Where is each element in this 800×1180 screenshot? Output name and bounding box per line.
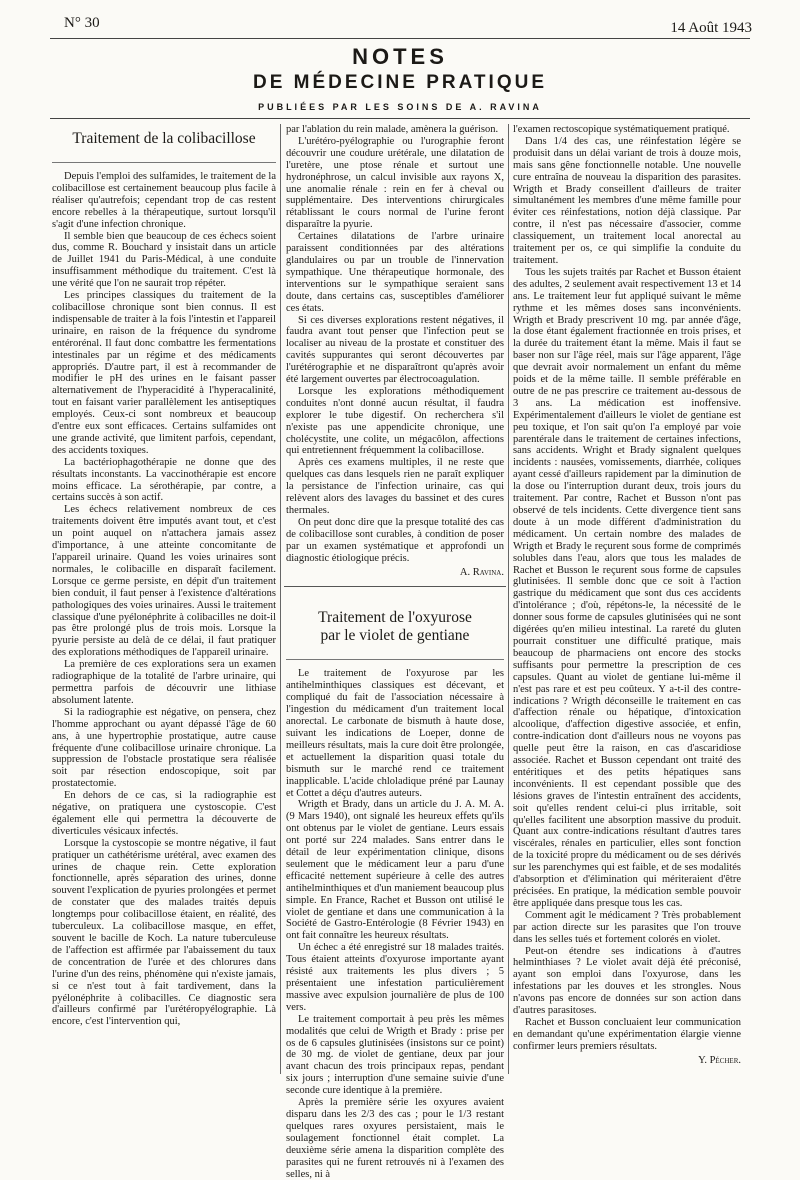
article-separator [284,586,506,587]
paragraph: L'urétéro-pyélographie ou l'urographie feront découvrir une coudure urétérale, une dilatation de l'uretère, une ptose rénale et surtout une hydronéphrose, un calcul invisible aux rayons X, une anomalie rénale : rein en fer à cheval ou supplémentaire. Des interventions chirurgicales rétablissant le cours normal de l'urine feront disparaître la pyurie. [286,135,504,231]
paragraph: Wrigth et Brady, dans un article du J. A. M. A. (9 Mars 1940), ont signalé les heureux effets qu'ils ont obtenus par le violet de gentiane. Leurs essais ont porté sur 224 malades. Sans entrer dans le détail de leur expérimentation clinique, disons seulement que le médicament leur a paru d'une efficacité nettement supérieure à celle des autres antihelminthiques et d'un maniement beaucoup plus simple. En France, Rachet et Busson ont utilisé le violet de gentiane et dans une communication à la Société de Gastro-Entérologie (8 Février 1943) en ont fait connaître les heureux résultats. [286,799,504,942]
header-rule [50,38,750,39]
paragraph: Si ces diverses explorations restent négatives, il faudra avant tout penser que l'infection peut se localiser au niveau de la prostate et constituer des cavités suppurantes qui seront découvertes par l'urétérographie et ne disparaîtront qu'après avoir été largement ouvertes par électrocoagulation. [286,314,504,386]
paragraph: Le traitement comportait à peu près les mêmes modalités que celui de Wrigth et Brady : prise per os de 6 capsules glutinisées (insistons sur ce point) de 30 mg. de violet de gentiane, deux par jour avant chacun des trois principaux repas, pendant six jours ; interruption d'une semaine suivie d'une seconde cure identique à la première. [286,1013,504,1097]
article2-title-line1: Traitement de l'oxyurose [318,609,472,627]
paragraph: Après la première série les oxyures avaient disparu dans les 2/3 des cas ; pour le 1/3 restant quelques rares oxyures persistaient, mais le soulagement fonctionnel était complet. La deuxième série amena la disparition complète des parasites qui ne furent retrouvés ni à l'examen des selles, ni à [286,1097,504,1180]
article2-title [286,609,504,645]
issue-date: 14 Août 1943 [670,20,752,36]
paragraph: Si la radiographie est négative, on pensera, chez l'homme approchant ou ayant dépassé l'âge de 60 ans, à une hypertrophie prostatique, autre cause fréquente d'une colibacillose urinaire chronique. La suppression de l'obstacle prostatique sera réalisée soit par résection endoscopique, soit par prostatectomie. [52,706,276,790]
masthead-rule [50,118,750,119]
title-rule [52,162,276,163]
paragraph: Depuis l'emploi des sulfamides, le traitement de la colibacillose est certainement beaucoup plus facile à réaliser qu'autrefois; cependant trop de cas restent encore rebelles à la thérapeutique, surtout lorsqu'il s'agit d'une infection chronique. [52,171,276,230]
paragraph: En dehors de ce cas, si la radiographie est négative, on pratiquera une cystoscopie. C'est également elle qui permettra la découverte de diverticules vésicaux infectés. [52,790,276,837]
journal-title-line1: NOTES [352,44,448,69]
title-rule [286,659,504,660]
paragraph: Tous les sujets traités par Rachet et Busson étaient des adultes, 2 seulement avait respectivement 13 et 14 ans. Le traitement leur fut appliqué suivant le même rythme et les mêmes doses sans inconvénients. Wrigth et Brady prescrivent 10 mg. par année d'âge, la dose étant également fractionnée en trois prises, et la durée du traitement étant la même. Mais il faut se baser non sur l'âge réel, mais sur l'âge apparent, l'âge que devrait avoir normalement un enfant du même poids et de la même taille. Il semble préférable en outre de ne pas prescrire ce traitement au-dessous de 3 ans. La médication est inoffensive. Expérimentalement d'ailleurs le violet de gentiane est peu toxique, et l'on sait qu'on l'a employé par voie parentérale dans le traitement de certaines infections, sans accidents. Wright et Brady signalent quelques incidents : nausées, vomissements, diarrhée, coliques ayant cessé d'ailleurs rapidement par la diminution de la dose ou l'interruption durant deux, trois jours du traitement. Par contre, Rachet et Busson n'ont pas observé de tels incidents. Cette divergence tient sans doute à un mode différent d'administration du médicament. Un certain nombre des malades de Wrigth et Brady le reçurent sous forme de comprimés solubles dans l'eau, alors que tous les malades de Rachet et Busson le reçurent sous forme de capsules glutinisées. Il semble donc que ce soit à l'action gastrique du médicament que sont dus ces accidents d'intolérance ; d'où, répétons-le, la nécessité de le donner sous forme de capsules glutinisées qui ne sont digérées qu'en milieu intestinal. La rareté du gluten pourrait constituer une difficulté pratique, mais beaucoup de pharmaciens ont encore des stocks suffisants pour permettre la prescription de ces capsules. Quant au violet de gentiane lui-même il n'est pas rare et est peu coûteux. Y a-t-il des contre-indications ? Wrigth déconseille le traitement en cas d'affection rénale ou hépatique, d'intoxication alcoolique, d'affection digestive associée, et enfin, contre-indication dont d'ailleurs nous ne voyons pas quelle peut être la raison, en cas d'ascaridiose associée. Rachet et Busson cependant ont traité des entéritiques et des petits hépatiques sans inconvénients. Il est cependant possible que des lésions graves de l'intestin entraînent des accidents, soit qu'elles rendent celui-ci plus irritable, soit qu'elles facilitent une absorption massive du produit. Quant aux contre-indications résultant d'autres tares viscérales, rénales en particulier, elles sont fonction de la toxicité propre du médicament ou de ses dérivés sur les parenchymes qui est faible, et de ses modalités d'absorption et d'élimination qui mériteraient d'être précisées. En pratique, la médication semble pouvoir être appliquée dans presque tous les cas. [513,266,741,909]
paragraph: On peut donc dire que la presque totalité des cas de colibacillose sont curables, à condition de poser par un examen systématique et approfondi un diagnostic étiologique précis. [286,516,504,564]
article2-signature: Y. Pécher. [698,1054,741,1066]
paragraph: Lorsque les explorations méthodiquement conduites n'ont donné aucun résultat, il faudra explorer le tube digestif. On recherchera s'il n'existe pas une appendicite chronique, une cholécystite, une colite, un mégacôlon, affections qui entretiennent fréquemment la colibacillose. [286,385,504,457]
article1-title: Traitement de la colibacillose [72,130,256,147]
column-2 [286,124,504,1180]
paragraph: La première de ces explorations sera un examen radiographique de la totalité de l'arbre urinaire, qui permettra parfois de découvrir une lithiase absolument latente. [52,659,276,706]
paragraph: Comment agit le médicament ? Très probablement par action directe sur les parasites que l'on trouve dans les selles tués et fortement colorés en violet. [513,909,741,945]
paragraph: Peut-on étendre ses indications à d'autres helminthiases ? Le violet avait déjà été préconisé, ayant son emploi dans l'oxyurose, dans les infestations par les douves et les strongles. Nous n'avons pas encore de données sur son action dans d'autres parasitoses. [513,945,741,1017]
paragraph: Dans 1/4 des cas, une réinfestation légère se produisit dans un délai variant de trois à douze mois, mais sans gêne fonctionnelle notable. Une nouvelle cure entraîna de nouveau la disparition des parasites. Wrigth et Brady conseillent d'ailleurs de traiter simultanément les membres d'une même famille pour éviter ces réinfestations, notion déjà classique. Par contre, il n'est pas nécessaire d'associer, comme classiquement, un traitement local anorectal au traitement per os, ce qui simplifie la conduite du traitement. [513,135,741,266]
column-divider [508,124,509,1074]
paragraph: Lorsque la cystoscopie se montre négative, il faut pratiquer un cathétérisme urétéral, avec examen des urines de chaque rein. Cette exploration fonctionnelle, après séparation des urines, donne souvent l'explication de pyuries prolongées et permet de constater que des malades traités depuis longtemps pour colibacillose étaient, en réalité, des tuberculeux. La colibacillose masque, en effet, souvent le bacille de Koch. La nature tuberculeuse de l'affection est affirmée par l'abaissement du taux de concentration de l'urée et des chlorures dans l'urine d'un des reins, phénomène qui n'existe jamais, si ce n'est tout à fait tardivement, dans la pyélonéphrite à colibacilles. Ce diagnostic sera d'ailleurs confirmé par l'urétéropyélographie. Là encore, c'est l'intervention qui, [52,837,276,1028]
paragraph: l'examen rectoscopique systématiquement pratiqué. [513,124,730,135]
paragraph: Après ces examens multiples, il ne reste que quelques cas dans lesquels rien ne paraît expliquer la persistance de l'infection urinaire, cas qui relèvent alors des lavages du bassinet et des cures thermales. [286,457,504,516]
article2-title-line2: par le violet de gentiane [320,627,470,645]
article1-signature: A. Ravina. [459,566,504,578]
article1-body-col2 [286,124,504,565]
journal-subtitle: PUBLIÉES PAR LES SOINS DE A. RAVINA [258,102,542,112]
paragraph: Certaines dilatations de l'arbre urinaire paraissent conditionnées par des altérations glandulaires ou par un trouble de l'innervation sympathique. Une thérapeutique hormonale, des interventions sur le sympathique seraient sans doute, dans certains cas, susceptibles d'améliorer ces états. [286,231,504,314]
issue-number: N° 30 [64,15,100,31]
paragraph: par l'ablation du rein malade, amènera la guérison. [286,124,499,135]
masthead [0,44,800,112]
column-3 [513,124,741,1079]
journal-title-line2: DE MÉDECINE PRATIQUE [252,72,547,93]
paragraph: La bactériophagothérapie ne donne que des résultats inconstants. La vaccinothérapie est encore moins efficace. La sérothérapie, par contre, a certains succès à son actif. [52,456,276,504]
column-divider [280,124,281,1074]
paragraph: Le traitement de l'oxyurose par les antihelminthiques classiques est décevant, et compliqué du fait de l'association nécessaire à l'ingestion du médicament d'un traitement local anorectal. Le carbonate de bismuth à haute dose, suivant les indications de Loeper, donne de meilleurs résultats, mais la cure doit être prolongée, et actuellement la disparition quasi totale du bismuth sur le marché rend ce traitement inapplicable. L'acide chloladique préné par Launay et Cottet a déçu d'autres auteurs. [286,668,504,799]
paragraph: Rachet et Busson concluaient leur communication en demandant qu'une expérimentation élargie vienne confirmer leurs premiers résultats. [513,1016,741,1052]
article1-body-col1 [52,171,276,1028]
article2-body-col3 [513,124,741,1053]
paragraph: Les principes classiques du traitement de la colibacillose chronique sont bien connus. Il est indispensable de traiter à la fois l'intestin et l'appareil urinaire, en raison de la fréquence du syndrome entérorénal. Il faut donc combattre les fermentations intestinales par un régime et des médicaments appropriés. D'autre part, il est à recommander de modifier le pH des urines en le faisant passer alternativement de l'hyperacidité à l'hyperacalinité, tout en faisant varier parallèlement les antiseptiques employés. Ceux-ci sont nombreux et beaucoup d'entre eux sont efficaces. Certains sulfamides ont une grande activité, que limitent parfois, cependant, des accidents toxiques. [52,290,276,456]
paragraph: Il semble bien que beaucoup de ces échecs soient dus, comme R. Bouchard y insistait dans un article de Juillet 1941 du Paris-Médical, à une conduite insuffisamment méthodique du traitement. C'est là une vérité que l'on ne saurait trop répéter. [52,230,276,290]
column-1 [52,124,276,1079]
paragraph: Les échecs relativement nombreux de ces traitements doivent être imputés avant tout, et c'est un point auquel on n'attachera jamais assez d'importance, à une atteinte concomitante de l'appareil urinaire. Quand les voies urinaires sont normales, le colibacille en disparaît facilement. Lorsque ce germe persiste, en dépit d'un traitement bien conduit, il faut penser à l'existence d'altérations pathologiques des voies urinaires. Aussi le traitement classique d'une pyélonéphrite à colibacilles ne doit-il pas être prolongé plus de trois mois. Lorsque la pyurie persiste au delà de ce délai, il faut pratiquer des explorations méthodiques de l'appareil urinaire. [52,504,276,659]
paragraph: Un échec a été enregistré sur 18 malades traités. Tous étaient atteints d'oxyurose importante ayant résisté aux traitements les plus divers ; 5 présentaient une infestation particulièrement massive avec expulsion journalière de plus de 100 vers. [286,942,504,1013]
article2-body-col2 [286,668,504,1180]
